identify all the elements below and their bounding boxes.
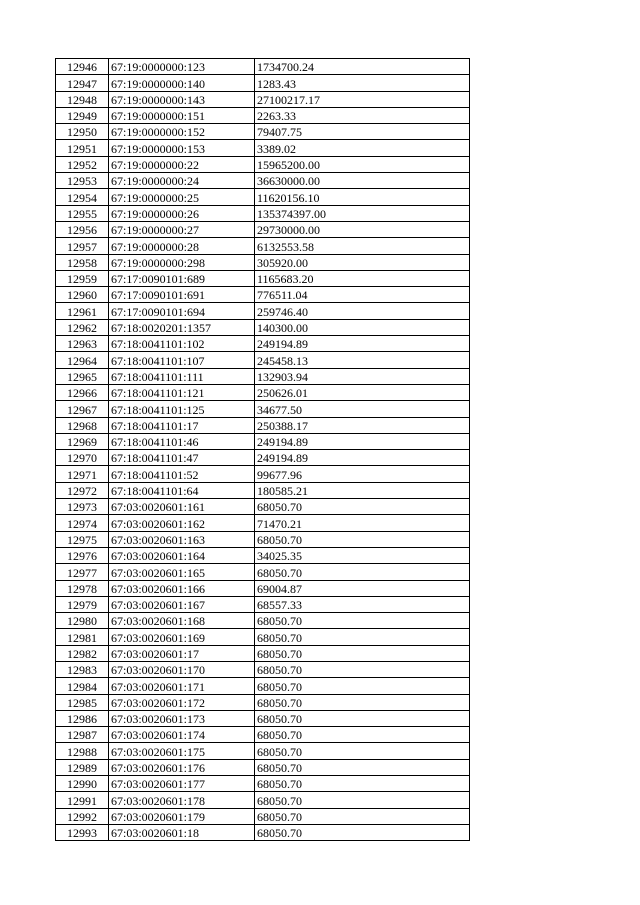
value-cell: 34025.35 xyxy=(255,547,470,563)
cadastral-number-cell: 67:19:0000000:298 xyxy=(109,254,255,270)
row-number-cell: 12955 xyxy=(56,205,109,221)
cadastral-number-cell: 67:18:0041101:52 xyxy=(109,466,255,482)
value-cell: 68050.70 xyxy=(255,645,470,661)
row-number-cell: 12963 xyxy=(56,336,109,352)
value-cell: 68050.70 xyxy=(255,743,470,759)
cadastral-number-cell: 67:19:0000000:123 xyxy=(109,59,255,75)
table-row xyxy=(56,173,470,189)
table-body xyxy=(56,59,470,841)
table-row xyxy=(56,678,470,694)
cadastral-number-cell: 67:03:0020601:179 xyxy=(109,808,255,824)
value-cell: 68050.70 xyxy=(255,629,470,645)
row-number-cell: 12986 xyxy=(56,710,109,726)
table-row xyxy=(56,205,470,221)
cadastral-number-cell: 67:18:0041101:46 xyxy=(109,433,255,449)
table-row xyxy=(56,336,470,352)
value-cell: 249194.89 xyxy=(255,433,470,449)
cadastral-number-cell: 67:18:0041101:121 xyxy=(109,384,255,400)
value-cell: 68050.70 xyxy=(255,694,470,710)
cadastral-number-cell: 67:03:0020601:175 xyxy=(109,743,255,759)
table-row xyxy=(56,91,470,107)
cadastral-number-cell: 67:19:0000000:152 xyxy=(109,124,255,140)
table-row xyxy=(56,824,470,840)
cadastral-number-cell: 67:03:0020601:173 xyxy=(109,710,255,726)
row-number-cell: 12990 xyxy=(56,776,109,792)
cadastral-number-cell: 67:03:0020601:165 xyxy=(109,564,255,580)
row-number-cell: 12958 xyxy=(56,254,109,270)
cadastral-number-cell: 67:03:0020601:177 xyxy=(109,776,255,792)
row-number-cell: 12975 xyxy=(56,531,109,547)
row-number-cell: 12946 xyxy=(56,59,109,75)
cadastral-number-cell: 67:17:0090101:689 xyxy=(109,270,255,286)
value-cell: 1165683.20 xyxy=(255,270,470,286)
table-row xyxy=(56,482,470,498)
table-row xyxy=(56,792,470,808)
table-row xyxy=(56,59,470,75)
cadastral-number-cell: 67:17:0090101:694 xyxy=(109,303,255,319)
row-number-cell: 12981 xyxy=(56,629,109,645)
table-row xyxy=(56,580,470,596)
table-row xyxy=(56,466,470,482)
table-row xyxy=(56,107,470,123)
row-number-cell: 12948 xyxy=(56,91,109,107)
row-number-cell: 12984 xyxy=(56,678,109,694)
row-number-cell: 12961 xyxy=(56,303,109,319)
value-cell: 68050.70 xyxy=(255,499,470,515)
value-cell: 135374397.00 xyxy=(255,205,470,221)
value-cell: 68050.70 xyxy=(255,661,470,677)
table-row xyxy=(56,75,470,91)
row-number-cell: 12954 xyxy=(56,189,109,205)
table-row xyxy=(56,238,470,254)
table-row xyxy=(56,613,470,629)
row-number-cell: 12973 xyxy=(56,499,109,515)
cadastral-number-cell: 67:18:0041101:111 xyxy=(109,368,255,384)
value-cell: 249194.89 xyxy=(255,450,470,466)
table-row xyxy=(56,140,470,156)
table-row xyxy=(56,661,470,677)
row-number-cell: 12971 xyxy=(56,466,109,482)
row-number-cell: 12987 xyxy=(56,727,109,743)
cadastral-number-cell: 67:03:0020601:18 xyxy=(109,824,255,840)
cadastral-number-cell: 67:18:0041101:47 xyxy=(109,450,255,466)
value-cell: 29730000.00 xyxy=(255,221,470,237)
row-number-cell: 12974 xyxy=(56,515,109,531)
row-number-cell: 12947 xyxy=(56,75,109,91)
value-cell: 140300.00 xyxy=(255,319,470,335)
row-number-cell: 12991 xyxy=(56,792,109,808)
row-number-cell: 12985 xyxy=(56,694,109,710)
cadastral-number-cell: 67:19:0000000:151 xyxy=(109,107,255,123)
value-cell: 1734700.24 xyxy=(255,59,470,75)
value-cell: 68050.70 xyxy=(255,792,470,808)
row-number-cell: 12949 xyxy=(56,107,109,123)
row-number-cell: 12951 xyxy=(56,140,109,156)
row-number-cell: 12980 xyxy=(56,613,109,629)
cadastral-number-cell: 67:19:0000000:22 xyxy=(109,156,255,172)
table-row xyxy=(56,352,470,368)
row-number-cell: 12992 xyxy=(56,808,109,824)
row-number-cell: 12964 xyxy=(56,352,109,368)
row-number-cell: 12972 xyxy=(56,482,109,498)
row-number-cell: 12952 xyxy=(56,156,109,172)
cadastral-number-cell: 67:18:0041101:107 xyxy=(109,352,255,368)
row-number-cell: 12950 xyxy=(56,124,109,140)
cadastral-number-cell: 67:18:0020201:1357 xyxy=(109,319,255,335)
table-row xyxy=(56,808,470,824)
cadastral-number-cell: 67:18:0041101:17 xyxy=(109,417,255,433)
table-row xyxy=(56,450,470,466)
value-cell: 68050.70 xyxy=(255,710,470,726)
value-cell: 180585.21 xyxy=(255,482,470,498)
table-row xyxy=(56,156,470,172)
row-number-cell: 12968 xyxy=(56,417,109,433)
value-cell: 69004.87 xyxy=(255,580,470,596)
cadastral-number-cell: 67:03:0020601:166 xyxy=(109,580,255,596)
value-cell: 68050.70 xyxy=(255,759,470,775)
cadastral-number-cell: 67:19:0000000:27 xyxy=(109,221,255,237)
value-cell: 11620156.10 xyxy=(255,189,470,205)
cadastral-number-cell: 67:03:0020601:168 xyxy=(109,613,255,629)
table-row xyxy=(56,564,470,580)
cadastral-number-cell: 67:19:0000000:140 xyxy=(109,75,255,91)
cadastral-number-cell: 67:03:0020601:174 xyxy=(109,727,255,743)
table-row xyxy=(56,287,470,303)
cadastral-number-cell: 67:03:0020601:17 xyxy=(109,645,255,661)
value-cell: 68050.70 xyxy=(255,531,470,547)
cadastral-number-cell: 67:03:0020601:164 xyxy=(109,547,255,563)
value-cell: 71470.21 xyxy=(255,515,470,531)
table-row xyxy=(56,776,470,792)
row-number-cell: 12993 xyxy=(56,824,109,840)
table-row xyxy=(56,547,470,563)
table-row xyxy=(56,417,470,433)
table-row xyxy=(56,759,470,775)
cadastral-number-cell: 67:03:0020601:163 xyxy=(109,531,255,547)
table-row xyxy=(56,433,470,449)
row-number-cell: 12982 xyxy=(56,645,109,661)
cadastral-number-cell: 67:03:0020601:172 xyxy=(109,694,255,710)
value-cell: 27100217.17 xyxy=(255,91,470,107)
value-cell: 79407.75 xyxy=(255,124,470,140)
cadastral-number-cell: 67:19:0000000:24 xyxy=(109,173,255,189)
value-cell: 68050.70 xyxy=(255,564,470,580)
table-row xyxy=(56,645,470,661)
cadastral-number-cell: 67:03:0020601:171 xyxy=(109,678,255,694)
table-row xyxy=(56,319,470,335)
value-cell: 15965200.00 xyxy=(255,156,470,172)
row-number-cell: 12960 xyxy=(56,287,109,303)
table-row xyxy=(56,124,470,140)
row-number-cell: 12957 xyxy=(56,238,109,254)
table-row xyxy=(56,531,470,547)
cadastral-number-cell: 67:19:0000000:26 xyxy=(109,205,255,221)
cadastral-number-cell: 67:03:0020601:161 xyxy=(109,499,255,515)
table-row xyxy=(56,221,470,237)
table-row xyxy=(56,368,470,384)
cadastral-number-cell: 67:18:0041101:125 xyxy=(109,401,255,417)
value-cell: 36630000.00 xyxy=(255,173,470,189)
cadastral-number-cell: 67:19:0000000:25 xyxy=(109,189,255,205)
cadastral-number-cell: 67:17:0090101:691 xyxy=(109,287,255,303)
value-cell: 2263.33 xyxy=(255,107,470,123)
cadastral-number-cell: 67:03:0020601:162 xyxy=(109,515,255,531)
row-number-cell: 12953 xyxy=(56,173,109,189)
cadastral-number-cell: 67:03:0020601:178 xyxy=(109,792,255,808)
value-cell: 68050.70 xyxy=(255,824,470,840)
row-number-cell: 12989 xyxy=(56,759,109,775)
value-cell: 245458.13 xyxy=(255,352,470,368)
value-cell: 250626.01 xyxy=(255,384,470,400)
row-number-cell: 12978 xyxy=(56,580,109,596)
value-cell: 68557.33 xyxy=(255,596,470,612)
cadastral-number-cell: 67:03:0020601:169 xyxy=(109,629,255,645)
value-cell: 68050.70 xyxy=(255,776,470,792)
table-row xyxy=(56,710,470,726)
table-row xyxy=(56,270,470,286)
value-cell: 68050.70 xyxy=(255,613,470,629)
row-number-cell: 12967 xyxy=(56,401,109,417)
table-row xyxy=(56,303,470,319)
value-cell: 3389.02 xyxy=(255,140,470,156)
value-cell: 776511.04 xyxy=(255,287,470,303)
table-row xyxy=(56,727,470,743)
row-number-cell: 12959 xyxy=(56,270,109,286)
cadastral-number-cell: 67:18:0041101:102 xyxy=(109,336,255,352)
cadastral-number-cell: 67:18:0041101:64 xyxy=(109,482,255,498)
table-row xyxy=(56,694,470,710)
value-cell: 68050.70 xyxy=(255,727,470,743)
table-row xyxy=(56,515,470,531)
value-cell: 132903.94 xyxy=(255,368,470,384)
value-cell: 250388.17 xyxy=(255,417,470,433)
row-number-cell: 12983 xyxy=(56,661,109,677)
cadastral-number-cell: 67:03:0020601:167 xyxy=(109,596,255,612)
cadastral-number-cell: 67:19:0000000:153 xyxy=(109,140,255,156)
table-row xyxy=(56,743,470,759)
value-cell: 34677.50 xyxy=(255,401,470,417)
row-number-cell: 12969 xyxy=(56,433,109,449)
table-row xyxy=(56,254,470,270)
table-row xyxy=(56,629,470,645)
row-number-cell: 12977 xyxy=(56,564,109,580)
row-number-cell: 12988 xyxy=(56,743,109,759)
value-cell: 249194.89 xyxy=(255,336,470,352)
value-cell: 305920.00 xyxy=(255,254,470,270)
row-number-cell: 12979 xyxy=(56,596,109,612)
value-cell: 68050.70 xyxy=(255,808,470,824)
value-cell: 259746.40 xyxy=(255,303,470,319)
row-number-cell: 12966 xyxy=(56,384,109,400)
cadastral-number-cell: 67:19:0000000:143 xyxy=(109,91,255,107)
value-cell: 68050.70 xyxy=(255,678,470,694)
table-row xyxy=(56,596,470,612)
cadastral-number-cell: 67:03:0020601:170 xyxy=(109,661,255,677)
value-cell: 99677.96 xyxy=(255,466,470,482)
cadastral-value-table xyxy=(55,58,470,841)
table-row xyxy=(56,189,470,205)
table-row xyxy=(56,384,470,400)
cadastral-number-cell: 67:03:0020601:176 xyxy=(109,759,255,775)
cadastral-number-cell: 67:19:0000000:28 xyxy=(109,238,255,254)
row-number-cell: 12970 xyxy=(56,450,109,466)
row-number-cell: 12976 xyxy=(56,547,109,563)
row-number-cell: 12965 xyxy=(56,368,109,384)
row-number-cell: 12962 xyxy=(56,319,109,335)
row-number-cell: 12956 xyxy=(56,221,109,237)
table-row xyxy=(56,401,470,417)
value-cell: 1283.43 xyxy=(255,75,470,91)
value-cell: 6132553.58 xyxy=(255,238,470,254)
table-row xyxy=(56,499,470,515)
